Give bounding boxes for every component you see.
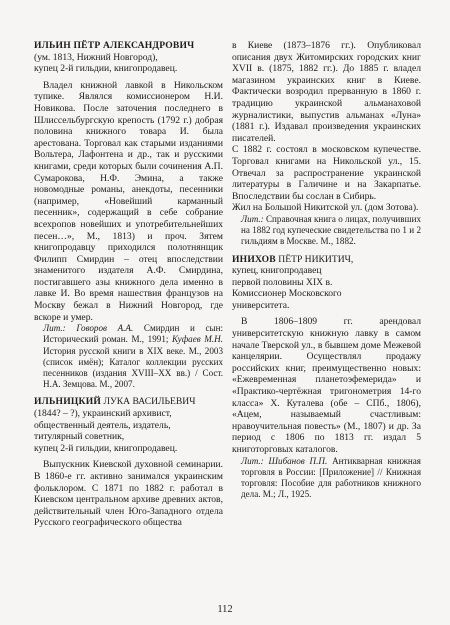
lit-author: Шибанов П.П.	[268, 455, 328, 466]
entry-ilnitsky-name: ИЛЬНИЦКИЙ	[34, 396, 102, 408]
lit-label: Лит.:	[241, 455, 264, 466]
lit-text: История русской книги в XIX веке. М., 2003 (список имён); Каталог коллекции русских песенников (издания XVIII–XX вв.) / Сост. Н.А. Земцова. М., 2007.	[43, 345, 223, 390]
entry-inikhov-line: Комиссионер Московского	[232, 288, 342, 300]
lit-label: Лит.:	[43, 323, 66, 334]
entry-ilnitsky-line: титулярный советник,	[34, 431, 125, 443]
entry-inikhov-line: первой половины XIX в.	[232, 276, 333, 288]
entry-ilnitsky-line: общественный деятель, издатель,	[34, 419, 171, 431]
entry-ilyin-dates: (ум. 1813, Нижний Новгород),	[34, 51, 158, 63]
entry-inikhov-line: университета.	[232, 299, 290, 311]
entry-ilyin-role: купец 2-й гильдии, книгопродавец.	[34, 63, 178, 75]
entry-inikhov-header	[232, 254, 421, 312]
entry-ilnitsky-line: купец 2-й гильдии, книгопродавец.	[34, 442, 178, 454]
entry-ilyin-text: Владел книжной лавкой в Никольском тупике. Являлся комиссионером Н.И. Новикова. После заточения последнего в Шлиссельбургскую крепость (1792 г.) добрая половина книжного товара И. была арестована. Торговал как старыми изданиями Вольтера, Лафонтена и др., так и русскими книгами, среди которых были сочинения А.П. Сумарокова, Н.Ф. Эмина, а также новомодные романы, анекдоты, песенники (например, «Новейший карманный песенник», содержащий в себе собрание всехропов новейших и употребительнейших песен…», М., 1813) и проч. Зятем книгопродавцу приходился полотнянщик Филипп Смирдин – отец впоследствии знаменитого издателя А.Ф. Смирдина, постигавшего азы книжного дела именно в лавке И. Во время нашествия французов на Москву бежал в Нижний Новгород, где вскоре и умер.	[34, 79, 223, 323]
lit-author: Куфаев М.Н.	[172, 334, 223, 345]
entry-ilnitsky-line: (1844? – ?), украинский архивист,	[34, 408, 172, 420]
lit-label: Лит.:	[241, 213, 264, 224]
lit-author: Говоров А.А.	[76, 323, 134, 334]
entry-ilyin-literature	[34, 323, 223, 390]
lit-text: Справочная книга о лицах, получивших на 1882 год купеческие свидетельства по 1 и 2 гильдиям в Москве. М., 1882.	[241, 213, 421, 247]
page-number: 112	[217, 604, 233, 615]
lit-text: Смирдин и сын: Исторический роман. М., 1991;	[43, 323, 223, 345]
right-column	[232, 40, 421, 500]
entry-ilnitsky-literature	[232, 214, 421, 248]
entry-inikhov-name: ИНИХОВ	[232, 253, 276, 265]
entry-ilnitsky-continued: С 1882 г. состоял в московском купечестве. Торговал книгами на Никольской ул., 15. Отвечал за распространение украинской литературы в Галичине и на Закарпатье. Впоследствии бы сослан в Сибирь.	[232, 144, 421, 202]
entry-ilnitsky-text: Выпускник Киевской духовной семинарии. В 1860-е гг. активно занимался украинским фольклором. С 1871 по 1882 г. работал в Киевском центральном архиве древних актов, действительный член Юго-Западного отдела Русского географического общества	[34, 459, 223, 529]
entry-ilyin-header	[34, 40, 223, 75]
entry-inikhov-text: В 1806–1809 гг. арендовал университетскую книжную лавку в самом начале Тверской ул., в бывшем доме Межевой канцелярии. Осуществлял продажу российских книг, преимущественно новых: «Ежевременная планетоэфемерида» и «Практико-чертёжная тригонометрия 14-го класса» Х. Куталева (обе – СПб., 1806), «Ацем, называемый счастливым: нравоучительная повесть» (М., 1807) и др. За период с 1806 по 1813 гг. издал 5 книготорговых каталогов.	[232, 316, 421, 456]
entry-inikhov-name-rest: ПЁТР НИКИТИЧ,	[278, 253, 354, 265]
entry-inikhov-literature	[232, 456, 421, 501]
entry-ilnitsky-continued: Жил на Большой Никитской ул. (дом Зотова).	[232, 202, 419, 214]
entry-ilnitsky-continued: в Киеве (1873–1876 гг.). Опубликовал описания двух Житомирских городских книг XVII в. (1875, 1882 гг.). До 1885 г. владел магазином украинских книг в Киеве. Фактически возродил прерванную в 1860 г. традицию украинской альманаховой журналистики, выпустив альманах «Луна» (1881 г.). Издавал произведения украинских писателей.	[232, 40, 421, 144]
entry-ilyin-name: ИЛЬИН ПЁТР АЛЕКСАНДРОВИЧ	[34, 40, 195, 51]
entry-inikhov-line: купец, книгопродавец	[232, 265, 322, 277]
entry-ilnitsky-header	[34, 396, 223, 454]
lit-text: Антикварная книжная торговля в России: [Приложение] // Книжная торговля: Пособие для работников книжного дела. М.; Л., 1925.	[241, 455, 421, 500]
left-column	[34, 40, 223, 529]
entry-ilnitsky-name-rest: ЛУКА ВАСИЛЬЕВИЧ	[103, 396, 196, 408]
